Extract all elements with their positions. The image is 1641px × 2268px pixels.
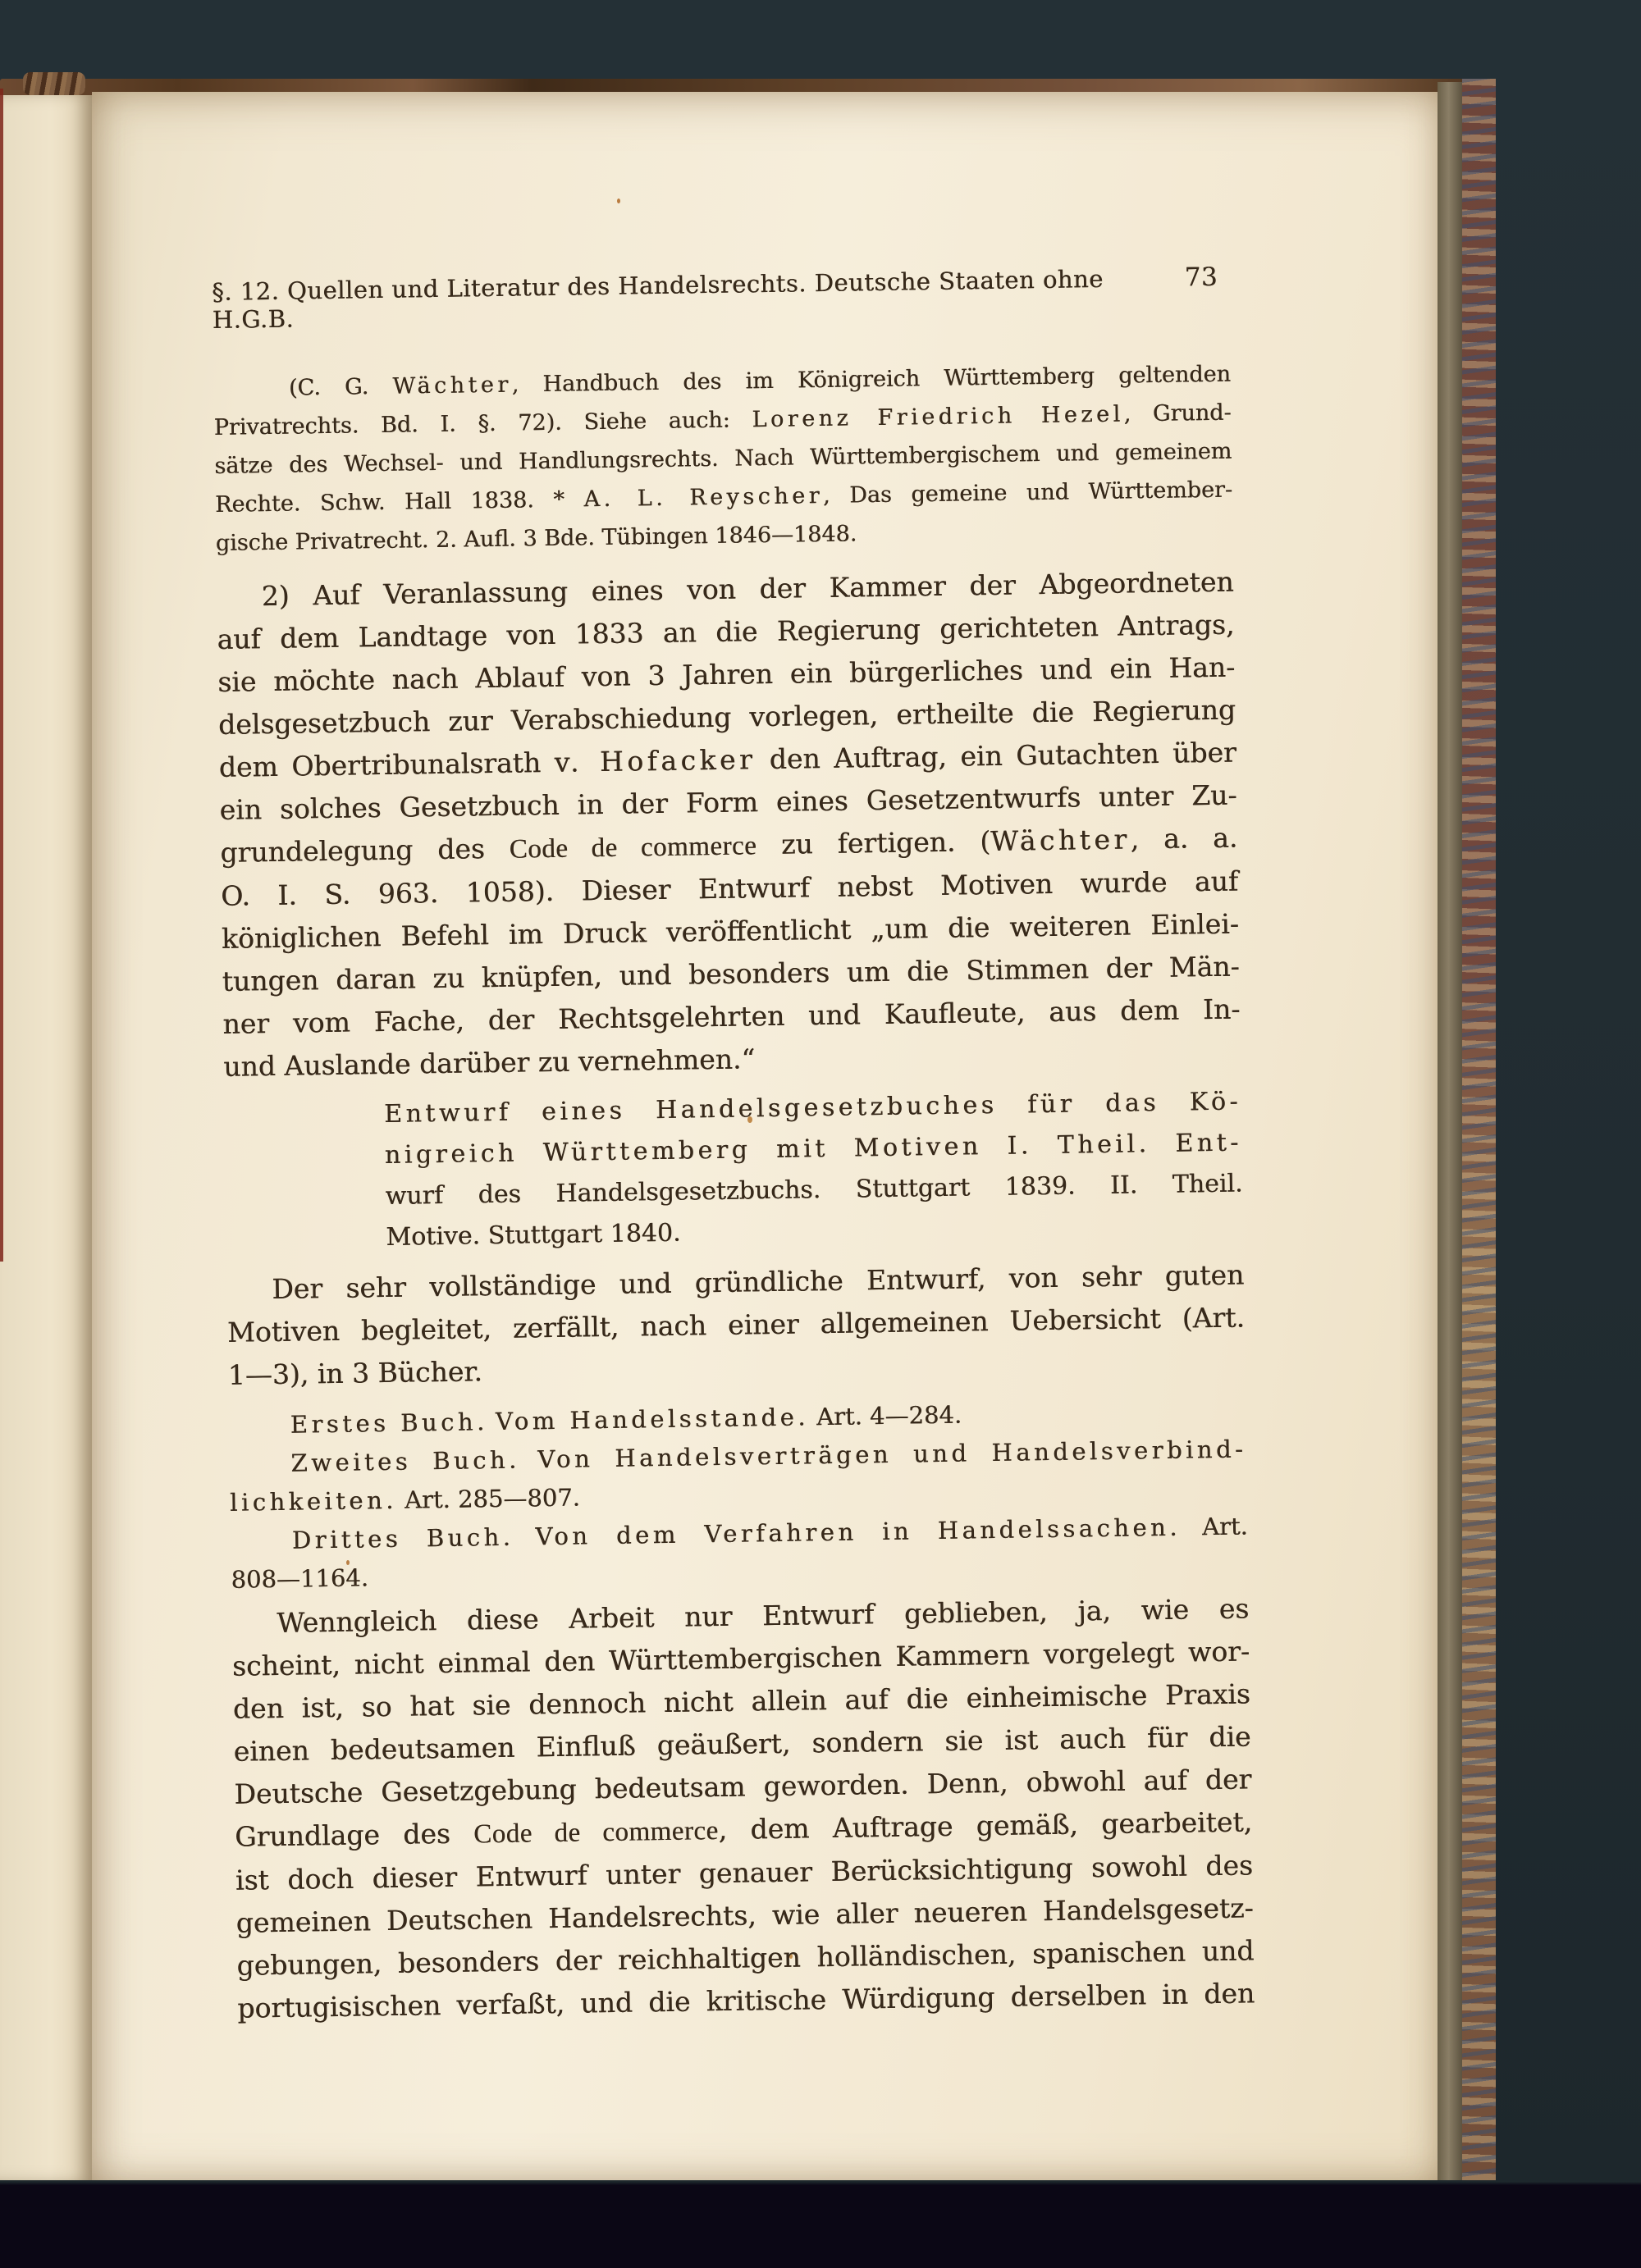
fraktur-text: , Grund- <box>1123 399 1232 427</box>
fraktur-text: zu fertigen. ( <box>756 824 991 861</box>
fraktur-text: den ist, so hat sie dennoch nicht allein auf die einheimische Praxis <box>232 1677 1251 1725</box>
fraktur-text: 2) Auf Veranlassung eines von der Kammer der Abgeordneten <box>261 565 1234 613</box>
spaced-emphasis-text: v. Hofacker <box>554 743 757 778</box>
page-number: 73 <box>1184 262 1218 293</box>
fraktur-text: königlichen Befehl im Druck veröffentlicht „um die weiteren Einlei- <box>221 907 1240 955</box>
book-list <box>228 1391 1248 1599</box>
fraktur-text: Rechte. Schw. Hall 1838. * <box>214 486 584 518</box>
antiqua-text: Code de commerce <box>473 1816 719 1850</box>
fraktur-text: ner vom Fache, der Rechtsgelehrten und Kaufleute, aus dem In- <box>222 993 1241 1040</box>
spaced-emphasis-text: Drittes Buch. <box>291 1522 514 1554</box>
fraktur-text: Art. 285—807. <box>396 1483 581 1514</box>
fraktur-text: tungen daran zu knüpfen, und besonders um die Stimmen der Män- <box>222 950 1240 997</box>
fraktur-text: , Handbuch des im Königreich Württemberg geltenden <box>511 361 1232 398</box>
citation-block <box>384 1081 1244 1257</box>
fraktur-text: auf dem Landtage von 1833 an die Regierung gerichteten Antrags, <box>217 608 1235 655</box>
running-header-title: §. 12. Quellen und Literatur des Handelsrechts. Deutsche Staaten ohne H.G.B. <box>212 264 1104 334</box>
book-headband <box>23 72 85 95</box>
book-page <box>0 79 1496 2184</box>
fraktur-text: , a. a. <box>1130 821 1238 856</box>
fraktur-text: portugisischen verfaßt, und die kritische Würdigung derselben in den <box>237 1977 1255 2024</box>
fraktur-text: Wenngleich diese Arbeit nur Entwurf geblieben, ja, wie es <box>277 1592 1250 1640</box>
fraktur-text: 808—1164. <box>231 1563 369 1594</box>
fraktur-text: grundelegung des <box>220 832 510 869</box>
body-paragraph-2 <box>216 561 1241 1088</box>
fraktur-text: O. I. S. 963. 1058). Dieser Entwurf nebst Motiven wurde auf <box>220 865 1239 912</box>
spaced-emphasis-text: Zweites Buch. <box>290 1445 520 1477</box>
page-text-flow <box>213 355 1255 2030</box>
body-paragraph-4 <box>231 1587 1255 2029</box>
spaced-emphasis-text: lichkeiten. <box>229 1485 398 1517</box>
fraktur-text: delsgesetzbuch zur Verabschiedung vorlegen, ertheilte die Regierung <box>217 693 1236 741</box>
spaced-emphasis-text: Lorenz Friedrich Hezel <box>752 401 1124 433</box>
fraktur-text: wurf des Handelsgesetzbuchs. Stuttgart 1839. II. Theil. <box>385 1169 1243 1211</box>
fraktur-text: den Auftrag, ein Gutachten über <box>755 736 1237 776</box>
spaced-emphasis-text: Von dem Verfahren in Handelssachen. <box>535 1513 1182 1551</box>
fraktur-text: Motiven begleitet, zerfällt, nach einer allgemeinen Uebersicht (Art. <box>226 1301 1246 1348</box>
spaced-emphasis-text: A. L. Reyscher <box>583 482 824 513</box>
fraktur-text: gebungen, besonders der reichhaltigen holländischen, spanischen und <box>236 1934 1255 1982</box>
spine-red-edge <box>0 89 3 1262</box>
fraktur-text: und Auslande darüber zu vernehmen.“ <box>222 1043 756 1083</box>
printed-text-area <box>212 262 1255 2033</box>
fraktur-text: Deutsche Gesetzgebung bedeutsam geworden. Denn, obwohl auf der <box>234 1763 1252 1810</box>
fraktur-text: sie möchte nach Ablauf von 3 Jahren ein bürgerliches und ein Han- <box>217 650 1236 698</box>
fraktur-text: gemeinen Deutschen Handelsrechts, wie aller neueren Handelsgesetz- <box>235 1892 1254 1939</box>
spaced-emphasis-text: Erstes Buch. <box>290 1408 488 1439</box>
fraktur-text: Privatrechts. Bd. I. §. 72). Siehe auch: <box>213 407 752 440</box>
fraktur-text: ein solches Gesetzbuch in der Form eines Gesetzentwurfs unter Zu- <box>219 778 1237 826</box>
paper-specks <box>617 199 620 203</box>
previous-page-sliver <box>0 95 92 2180</box>
fraktur-text: , dem Auftrage gemäß, gearbeitet, <box>718 1805 1253 1846</box>
fraktur-text: Motive. Stuttgart 1840. <box>386 1218 681 1252</box>
fraktur-text: dem Obertribunalsrath <box>218 746 555 783</box>
fraktur-text: Grundlage des <box>234 1817 474 1853</box>
fraktur-text <box>514 1522 536 1550</box>
marbled-fore-edge <box>1462 79 1496 2180</box>
fraktur-text: gische Privatrecht. 2. Aufl. 3 Bde. Tübingen 1846—1848. <box>215 521 857 556</box>
fraktur-text: Art. 4—284. <box>808 1400 962 1431</box>
spaced-emphasis-text: Wächter <box>392 372 512 399</box>
fraktur-text: sätze des Wechsel- und Handlungsrechts. Nach Württembergischem und gemeinem <box>214 438 1232 479</box>
spaced-emphasis-text: Von Handelsverträgen und Handelsverbind- <box>537 1435 1247 1474</box>
fraktur-text <box>519 1445 537 1473</box>
spaced-emphasis-text: Vom Handelsstande. <box>495 1403 810 1436</box>
fraktur-text: , Das gemeine und Württember- <box>822 477 1233 509</box>
spaced-emphasis-text: nigreich Württemberg mit Motiven I. Theil. Ent- <box>384 1128 1243 1170</box>
spaced-emphasis-text: Entwurf eines Handelsgesetzbuches für das Kö- <box>383 1087 1242 1129</box>
fraktur-text: scheint, nicht einmal den Württembergischen Kammern vorgelegt wor- <box>231 1635 1250 1682</box>
fraktur-text: Der sehr vollständige und gründliche Entwurf, von sehr guten <box>272 1258 1245 1306</box>
fraktur-text: einen bedeutsamen Einfluß geäußert, sondern sie ist auch für die <box>233 1720 1251 1768</box>
antiqua-text: Code de commerce <box>509 831 757 865</box>
fraktur-text: ist doch dieser Entwurf unter genauer Berücksichtigung sowohl des <box>235 1849 1254 1896</box>
spaced-emphasis-text: Wächter <box>990 823 1131 857</box>
fraktur-text: (C. G. <box>288 373 393 401</box>
footnote-paragraph <box>213 355 1233 563</box>
fraktur-text: Art. <box>1180 1512 1248 1541</box>
book-cover-edge <box>1438 82 1462 2180</box>
fraktur-text: 1—3), in 3 Bücher. <box>227 1355 483 1391</box>
body-paragraph-3 <box>226 1253 1246 1396</box>
